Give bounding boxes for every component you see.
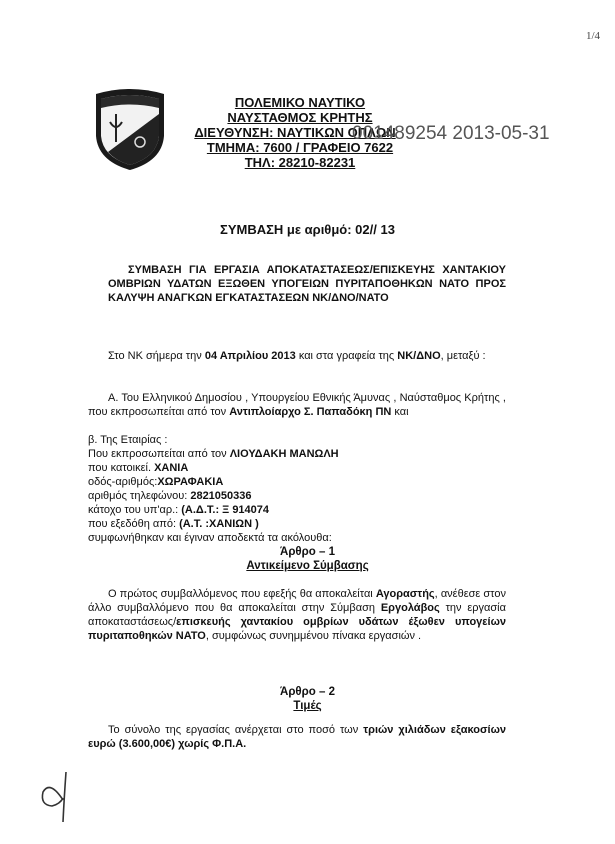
- party-b-heading: β. Της Εταιρίας :: [88, 434, 168, 446]
- page-marker: 1/4: [585, 30, 600, 42]
- intro-paragraph: Στο ΝΚ σήμερα την 04 Απριλίου 2013 και στα γραφεία της ΝΚ/ΔΝΟ, μεταξύ :: [108, 350, 486, 362]
- signature-icon: [38, 770, 78, 835]
- party-b-id: κάτοχο του υπ'αρ.: (Α.Δ.Τ.: Ξ 914074: [88, 504, 270, 516]
- agreed-line: συμφωνήθηκαν και έγιναν αποδεκτά τα ακόλουθα:: [88, 532, 332, 544]
- navy-emblem-icon: [92, 86, 168, 172]
- party-b-residence: που κατοικεί. ΧΑΝΙΑ: [88, 462, 189, 474]
- article2-subheading: Τιμές: [293, 700, 322, 712]
- party-b-street: οδός-αριθμός:ΧΩΡΑΦΑΚΙΑ: [88, 476, 224, 488]
- header-department: ΤΜΗΜΑ: 7600 / ΓΡΑΦΕΙΟ 7622: [206, 140, 394, 155]
- party-b-phone: αριθμός τηλεφώνου: 2821050336: [88, 490, 252, 502]
- header-directorate: ΔΙΕΥΘΥΝΣΗ: ΝΑΥΤΙΚΩΝ ΟΠΛΩΝ: [194, 125, 396, 140]
- party-b-rep: Που εκπροσωπείται από τον ΛΙΟΥΔΑΚΗ ΜΑΝΩΛΗ: [88, 448, 339, 460]
- article1-subheading: Αντικείμενο Σύμβασης: [246, 560, 369, 572]
- header-navy: ΠΟΛΕΜΙΚΟ ΝΑΥΤΙΚΟ: [234, 95, 366, 110]
- article1-heading: Άρθρο – 1: [280, 546, 335, 558]
- article2-paragraph: Το σύνολο της εργασίας ανέρχεται στο ποσό των τριών χιλιάδων εξακοσίων ευρώ (3.600,00€) χωρίς Φ.Π.Α.: [88, 724, 506, 750]
- article2-heading: Άρθρο – 2: [280, 686, 335, 698]
- party-a-paragraph: Α. Του Ελληνικού Δημοσίου , Υπουργείου Εθνικής Άμυνας , Ναύσταθμος Κρήτης , που εκπροσωπείται από τον Αντιπλοίαρχο Σ. Παπαδόκη ΠΝ και: [88, 392, 506, 418]
- contract-title: ΣΥΜΒΑΣΗ με αριθμό: 02// 13: [220, 222, 395, 237]
- header-base: ΝΑΥΣΤΑΘΜΟΣ ΚΡΗΤΗΣ: [227, 110, 373, 125]
- contract-subject: ΣΥΜΒΑΣΗ ΓΙΑ ΕΡΓΑΣΙΑ ΑΠΟΚΑΤΑΣΤΑΣΕΩΣ/ΕΠΙΣΚΕΥΗΣ ΧΑΝΤΑΚΙΟΥ ΟΜΒΡΙΩΝ ΥΔΑΤΩΝ ΕΞΩΘΕΝ ΥΠΟΓΕΙΩΝ ΠΥΡΙΤΑΠΟΘΗΚΩΝ ΝΑΤΟ ΠΡΟΣ ΚΑΛΥΨΗ ΑΝΑΓΚΩΝ ΕΓΚΑΤΑΣΤΑΣΕΩΝ ΝΚ/ΔΝΟ/ΝΑΤΟ: [108, 264, 506, 304]
- party-b-issued: που εξεδόθη από: (Α.Τ. :ΧΑΝΙΩΝ ): [88, 518, 259, 530]
- header-phone: ΤΗΛ: 28210-82231: [244, 155, 356, 170]
- watermark: 001489254 2013-05-31: [352, 123, 550, 144]
- article1-paragraph: Ο πρώτος συμβαλλόμενος που εφεξής θα αποκαλείται Αγοραστής, ανέθεσε στον άλλο συμβαλλόμενο που θα αποκαλείται στην Σύμβαση Εργολάβος την εργασία αποκαταστάσεως/επισκευής χαντακίου ομβρίων υδάτων έξωθεν υπογείων πυριταποθηκών ΝΑΤΟ, συμφώνως συνημμένου πίνακα εργασιών .: [88, 588, 506, 642]
